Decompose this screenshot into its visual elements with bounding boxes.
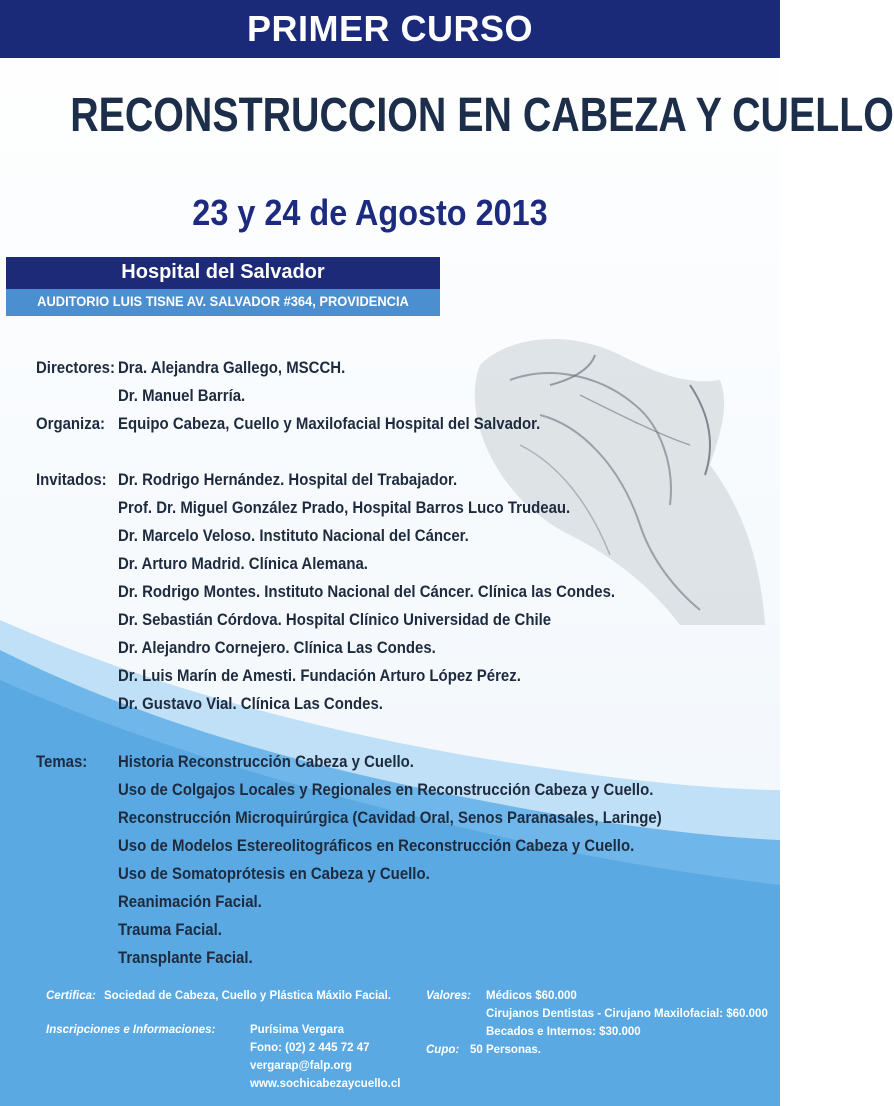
tema-item: Trauma Facial. [118, 920, 222, 939]
venue-address: AUDITORIO LUIS TISNE AV. SALVADOR #364, PROVIDENCIA [37, 293, 409, 309]
cupo-label: Cupo: [426, 1044, 460, 1056]
contact-name: Purísima Vergara [250, 1024, 344, 1036]
director-name: Dr. Manuel Barría. [118, 386, 246, 405]
valor-item: Cirujanos Dentistas - Cirujano Maxilofacial: $60.000 [486, 1008, 768, 1020]
website-link: www.sochicabezaycuello.cl [250, 1078, 401, 1090]
invitado-item: Dr. Marcelo Veloso. Instituto Nacional del Cáncer. [118, 526, 469, 545]
tema-item: Transplante Facial. [118, 948, 253, 967]
certifica-label: Certifica: [46, 990, 96, 1002]
inscripciones-label: Inscripciones e Informaciones: [46, 1024, 216, 1036]
invitado-item: Dr. Alejandro Cornejero. Clínica Las Condes. [118, 638, 436, 657]
organiza-label: Organiza: [36, 414, 105, 433]
page-title: RECONSTRUCCION EN CABEZA Y CUELLO [70, 89, 894, 142]
tema-item: Uso de Somatoprótesis en Cabeza y Cuello. [118, 864, 430, 883]
contact-email: vergarap@falp.org [250, 1060, 352, 1072]
valor-item: Médicos $60.000 [486, 990, 577, 1002]
tema-item: Uso de Colgajos Locales y Regionales en Reconstrucción Cabeza y Cuello. [118, 780, 654, 799]
organiza-value: Equipo Cabeza, Cuello y Maxilofacial Hospital del Salvador. [118, 414, 541, 433]
directors-label: Directores: [36, 358, 115, 377]
contact-phone: Fono: (02) 2 445 72 47 [250, 1042, 370, 1054]
valor-item: Becados e Internos: $30.000 [486, 1026, 641, 1038]
invitado-item: Dr. Luis Marín de Amesti. Fundación Arturo López Pérez. [118, 666, 521, 685]
hospital-name: Hospital del Salvador [121, 261, 325, 283]
event-date: 23 y 24 de Agosto 2013 [192, 192, 548, 233]
tema-item: Uso de Modelos Estereolitográficos en Reconstrucción Cabeza y Cuello. [118, 836, 635, 855]
neck-anatomy-illustration [420, 325, 770, 655]
invitado-item: Dr. Gustavo Vial. Clínica Las Condes. [118, 694, 383, 713]
invitado-item: Dr. Rodrigo Hernández. Hospital del Trabajador. [118, 470, 458, 489]
invitados-label: Invitados: [36, 470, 107, 489]
invitado-item: Dr. Arturo Madrid. Clínica Alemana. [118, 554, 368, 573]
director-name: Dra. Alejandra Gallego, MSCCH. [118, 358, 346, 377]
cupo-value: 50 Personas. [470, 1044, 541, 1056]
invitado-item: Prof. Dr. Miguel González Prado, Hospital Barros Luco Trudeau. [118, 498, 571, 517]
course-label: PRIMER CURSO [246, 8, 534, 49]
temas-label: Temas: [36, 752, 88, 771]
invitado-item: Dr. Sebastián Córdova. Hospital Clínico Universidad de Chile [118, 610, 552, 629]
tema-item: Reanimación Facial. [118, 892, 262, 911]
tema-item: Historia Reconstrucción Cabeza y Cuello. [118, 752, 414, 771]
tema-item: Reconstrucción Microquirúrgica (Cavidad Oral, Senos Paranasales, Laringe) [118, 808, 662, 827]
invitado-item: Dr. Rodrigo Montes. Instituto Nacional del Cáncer. Clínica las Condes. [118, 582, 616, 601]
valores-label: Valores: [426, 990, 471, 1002]
certifica-value: Sociedad de Cabeza, Cuello y Plástica Máxilo Facial. [104, 990, 391, 1002]
